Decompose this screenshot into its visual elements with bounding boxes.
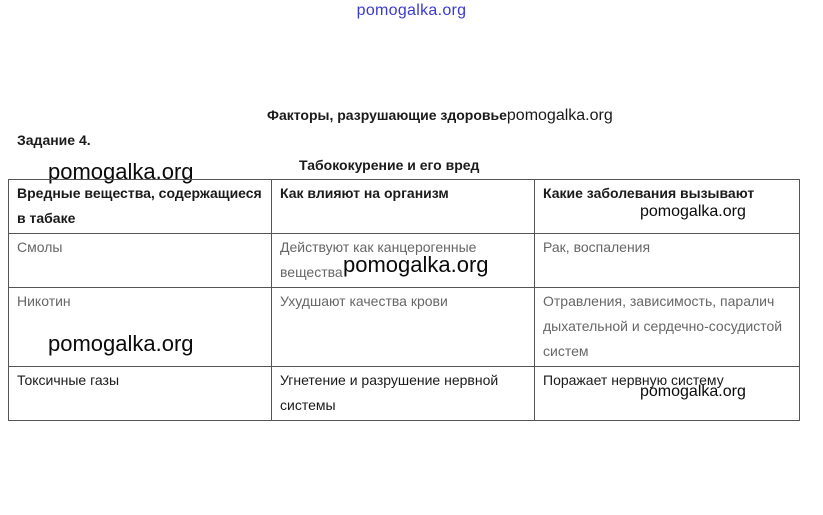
cell-effect: Ухудшают качества крови bbox=[272, 288, 535, 367]
cell-disease: Рак, воспаления bbox=[535, 234, 800, 288]
watermark: pomogalka.org bbox=[48, 331, 194, 356]
watermark: pomogalka.org bbox=[640, 203, 746, 220]
site-header-link[interactable]: pomogalka.org bbox=[356, 2, 467, 19]
watermark-inline: pomogalka.org bbox=[506, 107, 613, 124]
cell-substance: Смолы bbox=[9, 234, 272, 288]
cell-substance: Токсичные газы bbox=[9, 367, 272, 421]
cell-effect: Действуют как канцерогенные вещества bbox=[272, 234, 535, 288]
header-diseases: Какие заболевания вызывают bbox=[535, 180, 800, 234]
watermark: pomogalka.org bbox=[640, 383, 746, 400]
watermark: pomogalka.org bbox=[48, 159, 194, 184]
section-title-text: Факторы, разрушающие здоровье bbox=[267, 107, 507, 123]
cell-substance: Никотин bbox=[9, 288, 272, 367]
section-title bbox=[267, 107, 613, 125]
header-effects: Как влияют на организм bbox=[272, 180, 535, 234]
table-title: Табококурение и его вред bbox=[299, 157, 480, 173]
watermark: pomogalka.org bbox=[343, 252, 489, 277]
cell-disease: Отравления, зависимость, паралич дыхательной и сердечно-сосудистой систем bbox=[535, 288, 800, 367]
cell-disease: Поражает нервную систему bbox=[535, 367, 800, 421]
header-substances: Вредные вещества, содержащиеся в табаке bbox=[9, 180, 272, 234]
task-label: Задание 4. bbox=[17, 132, 91, 148]
cell-effect: Угнетение и разрушение нервной системы bbox=[272, 367, 535, 421]
